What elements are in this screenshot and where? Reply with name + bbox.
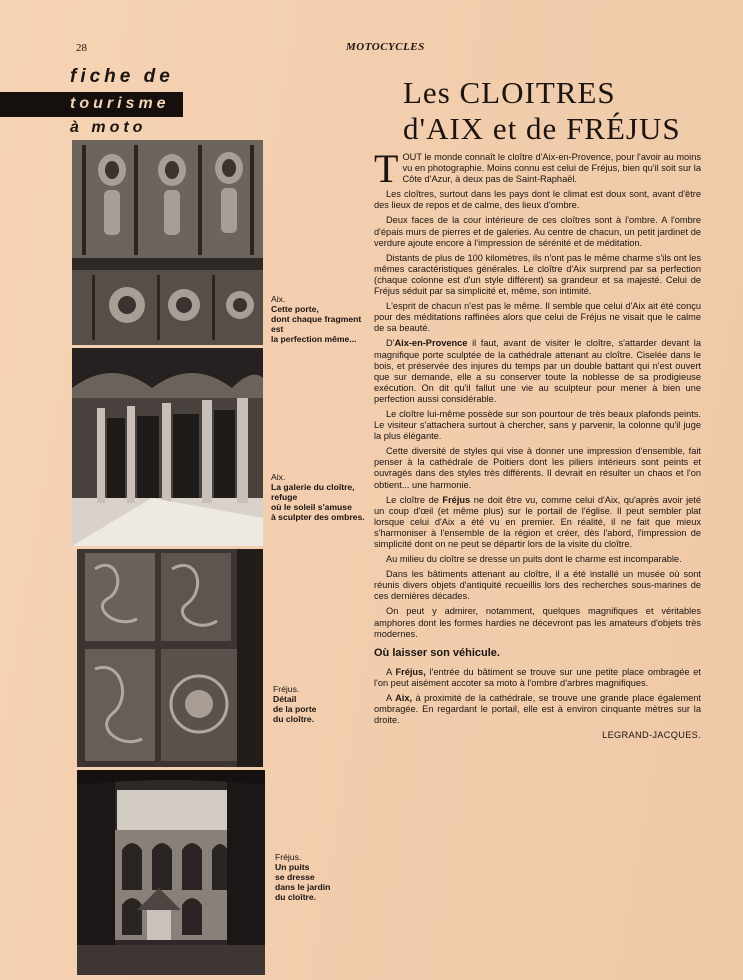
section-label-line3: à moto bbox=[70, 119, 147, 136]
article-paragraph bbox=[374, 146, 701, 191]
article-body bbox=[374, 146, 702, 741]
article-paragraph: Les cloîtres, surtout dans les pays dont le climat est doux sont, avant d'être des lieux de repos et de calme, des lieux d'ombre. bbox=[374, 189, 701, 211]
caption-city: Aix. bbox=[271, 472, 286, 482]
photo-aix-carved-door bbox=[72, 140, 263, 345]
article-paragraph: Au milieu du cloître se dresse un puits dont le charme est incomparable. bbox=[386, 554, 682, 565]
article-paragraph: Cette diversité de styles qui vise à donner une impression d'ensemble, fait penser à la cathédrale de Poitiers dont les piliers intérieurs sont peints et ouvragés dans des styles très différents. Il devrait en résulter un chaos et l'on obtient... une harmonie. bbox=[374, 446, 701, 490]
running-head: MOTOCYCLES bbox=[346, 41, 425, 53]
caption-line: la perfection même... bbox=[271, 334, 357, 344]
article-paragraph: Distants de plus de 100 kilomètres, ils n'ont pas le même charme s'ils ont les mêmes caractéristiques générales. Le cloître d'Aix surprend par sa perfection (chaque colonne est d'un style différent) sa grandeur et sa majesté. Celui de Fréjus séduit par sa simplicité et, même, son intimité. bbox=[374, 252, 701, 297]
caption-city: Fréjus. bbox=[273, 684, 300, 694]
caption-line: du cloître. bbox=[273, 714, 315, 724]
caption-line: refuge bbox=[271, 492, 298, 502]
article-paragraph: Le cloître lui-même possède sur son pourtour de très beaux plafonds peints. Le visiteur s'attachera surtout à chercher, sans y parvenir, la colonne qu'il juge la plus élégante. bbox=[374, 408, 701, 442]
paragraph-text: Le cloître de bbox=[386, 494, 443, 505]
place-name-frejus: Fréjus, bbox=[395, 666, 426, 677]
caption-line: La galerie du cloître, bbox=[271, 482, 355, 492]
caption-line: dans le jardin bbox=[275, 882, 331, 892]
caption-line: Cette porte, bbox=[271, 304, 319, 314]
paragraph-text: A bbox=[386, 693, 396, 704]
caption-line: Un puits bbox=[275, 862, 310, 872]
article-paragraph: Dans les bâtiments attenant au cloître, il a été installé un musée où sont réunis divers objets d'antiquité recueillis lors des recherches sous-marines de ces dernières décades. bbox=[374, 569, 701, 602]
caption-line: du cloître. bbox=[275, 892, 317, 902]
caption-frejus-well bbox=[275, 852, 330, 902]
section-label-line1: fiche de bbox=[70, 66, 174, 87]
paragraph-text: A bbox=[386, 666, 396, 677]
section-label-line2: tourisme bbox=[70, 95, 170, 112]
caption-line: où le soleil s'amuse bbox=[271, 502, 352, 512]
caption-line: Détail bbox=[273, 694, 297, 704]
caption-city: Aix. bbox=[271, 294, 286, 304]
article-paragraph bbox=[374, 667, 701, 689]
article-paragraph: Deux faces de la cour intérieure de ces cloîtres sont à l'ombre. A l'ombre d'épais murs de pierres et de galeries. Au centre de chacun, un petit jardinet de verdure ajoute encore à l'impression de sérénité et de méditation. bbox=[374, 215, 701, 248]
paragraph-text: il faut, avant de visiter le cloître, s'attarder devant la magnifique porte sculptée de la cathédrale attenant au cloître. Ciselée dans le bois, et préservée des injures du temps par un double battant qui n'est ouvert que sur demande, elle a su conserver toute la noblesse de sa prodigieuse exécution. On dit qu'il fallut une vie au sculpteur pour mener à bien une perfection aussi considérable. bbox=[374, 338, 701, 404]
article-paragraph bbox=[374, 693, 701, 726]
place-name-aix: Aix-en-Provence bbox=[394, 338, 468, 349]
paragraph-text: ne doit être vu, comme celui d'Aix, qu'après avoir jeté un coup d'œil (et même plus) sur le portail de l'église. Il peut sembler plat lorsque celui d'Aix a été vu en premier. En réalité, il ne fait que mieux s'harmoniser à l'ensemble de la région et créer, dès l'abord, l'impression de simplicité dont on ne peut se départir lors de la visite du cloître. bbox=[374, 494, 701, 549]
page-number: 28 bbox=[76, 42, 87, 54]
paragraph-text: OUT le monde connaît le cloître d'Aix-en-Provence, pour l'avoir au moins vu en photographie. Moins connu est celui de Fréjus, bien qu'il soit sur la Côte d'Azur, à deux pas de Saint-Raphaël. bbox=[402, 152, 701, 185]
caption-line: de la porte bbox=[273, 704, 317, 714]
caption-line: est bbox=[271, 324, 284, 334]
article-title-line2: d'AIX et de FRÉJUS bbox=[403, 111, 681, 146]
parking-subheading: Où laisser son véhicule. bbox=[374, 646, 500, 659]
photo-frejus-well bbox=[77, 770, 265, 975]
photo-aix-gallery bbox=[72, 348, 263, 546]
caption-aix-gallery bbox=[271, 472, 365, 522]
article-title bbox=[403, 75, 733, 147]
caption-city: Fréjus. bbox=[275, 852, 302, 862]
caption-aix-door bbox=[271, 294, 361, 344]
paragraph-text: à proximité de la cathédrale, se trouve une grande place également ombragée. En regardant le portail, elle est à environ cinquante mètres sur la droite. bbox=[374, 693, 702, 726]
article-paragraph bbox=[374, 338, 701, 405]
paragraph-text: l'entrée du bâtiment se trouve sur une petite place ombragée et l'on peut aisément accoter sa moto à l'ombre d'arbres magnifiques. bbox=[374, 666, 701, 688]
caption-line: se dresse bbox=[275, 872, 315, 882]
author-signature: LEGRAND-JACQUES. bbox=[602, 730, 701, 741]
drop-cap: T bbox=[374, 146, 399, 191]
place-name-aix: Aix, bbox=[395, 693, 413, 704]
caption-line: dont chaque fragment bbox=[271, 314, 362, 324]
caption-line: à sculpter des ombres. bbox=[271, 512, 365, 522]
place-name-frejus: Fréjus bbox=[442, 494, 471, 505]
article-title-line1: Les CLOITRES bbox=[403, 75, 616, 110]
article-paragraph bbox=[374, 495, 701, 550]
photo-frejus-door-detail bbox=[77, 549, 263, 767]
caption-frejus-door bbox=[273, 684, 316, 724]
article-paragraph: On peut y admirer, notamment, quelques magnifiques et véritables amphores dont les formes hardies ne décevront pas les amateurs d'objets très modernes. bbox=[374, 606, 701, 639]
article-paragraph: L'esprit de chacun n'est pas le même. Il semble que celui d'Aix ait été conçu pour des méditations raffinées alors que celui de Fréjus ne visait que le calme de sa beauté. bbox=[374, 301, 701, 334]
paragraph-text: D' bbox=[386, 338, 395, 349]
